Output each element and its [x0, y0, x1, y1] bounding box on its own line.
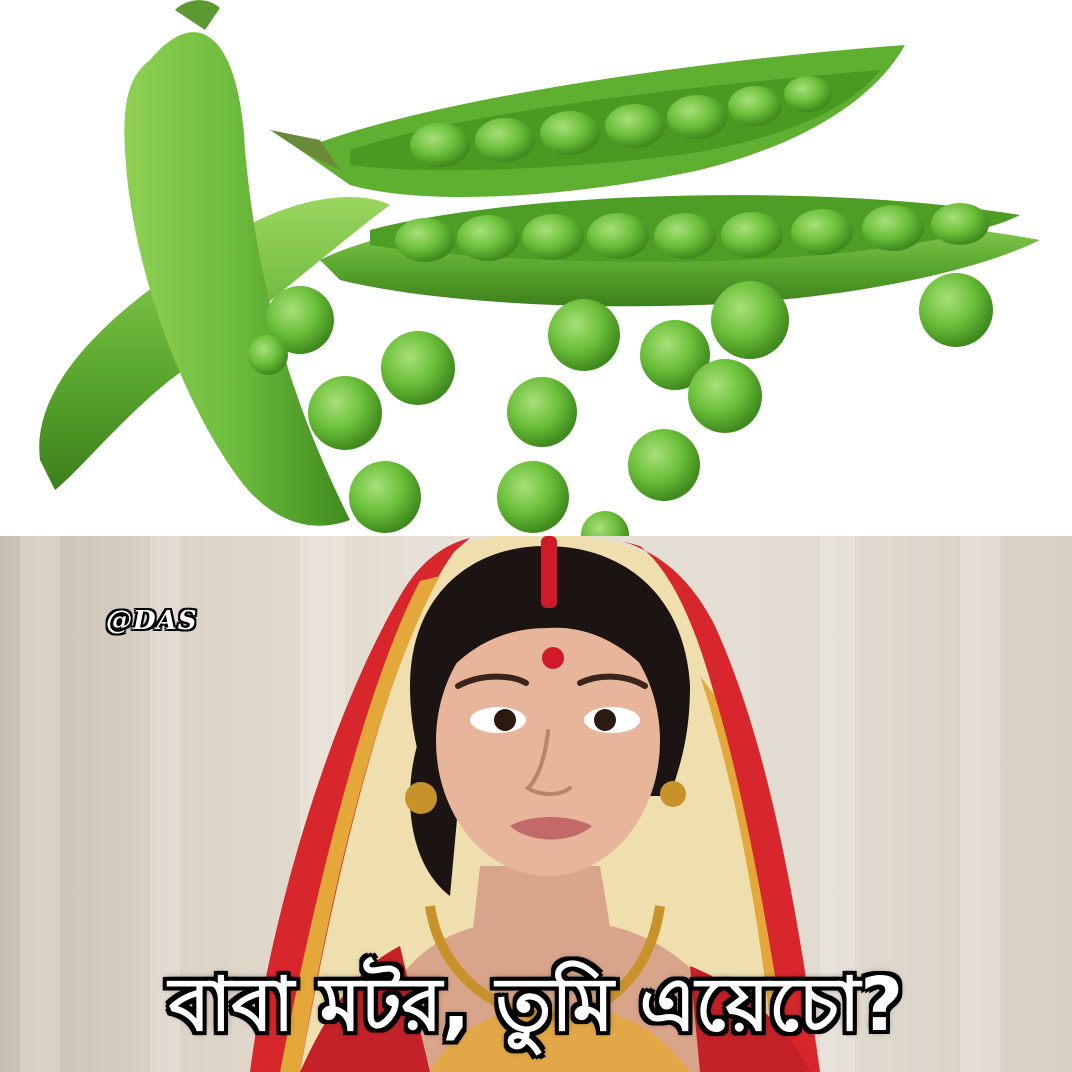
meme-caption: বাবা মটর, তুমি এয়েচো? [168, 962, 904, 1048]
watermark-text: @DAS [106, 606, 198, 636]
pea-pod-front [124, 32, 350, 526]
loose-peas [248, 273, 993, 536]
bindi [542, 647, 564, 669]
earring-left [405, 782, 437, 814]
earring-right [660, 781, 686, 807]
sindoor-line [541, 536, 557, 608]
